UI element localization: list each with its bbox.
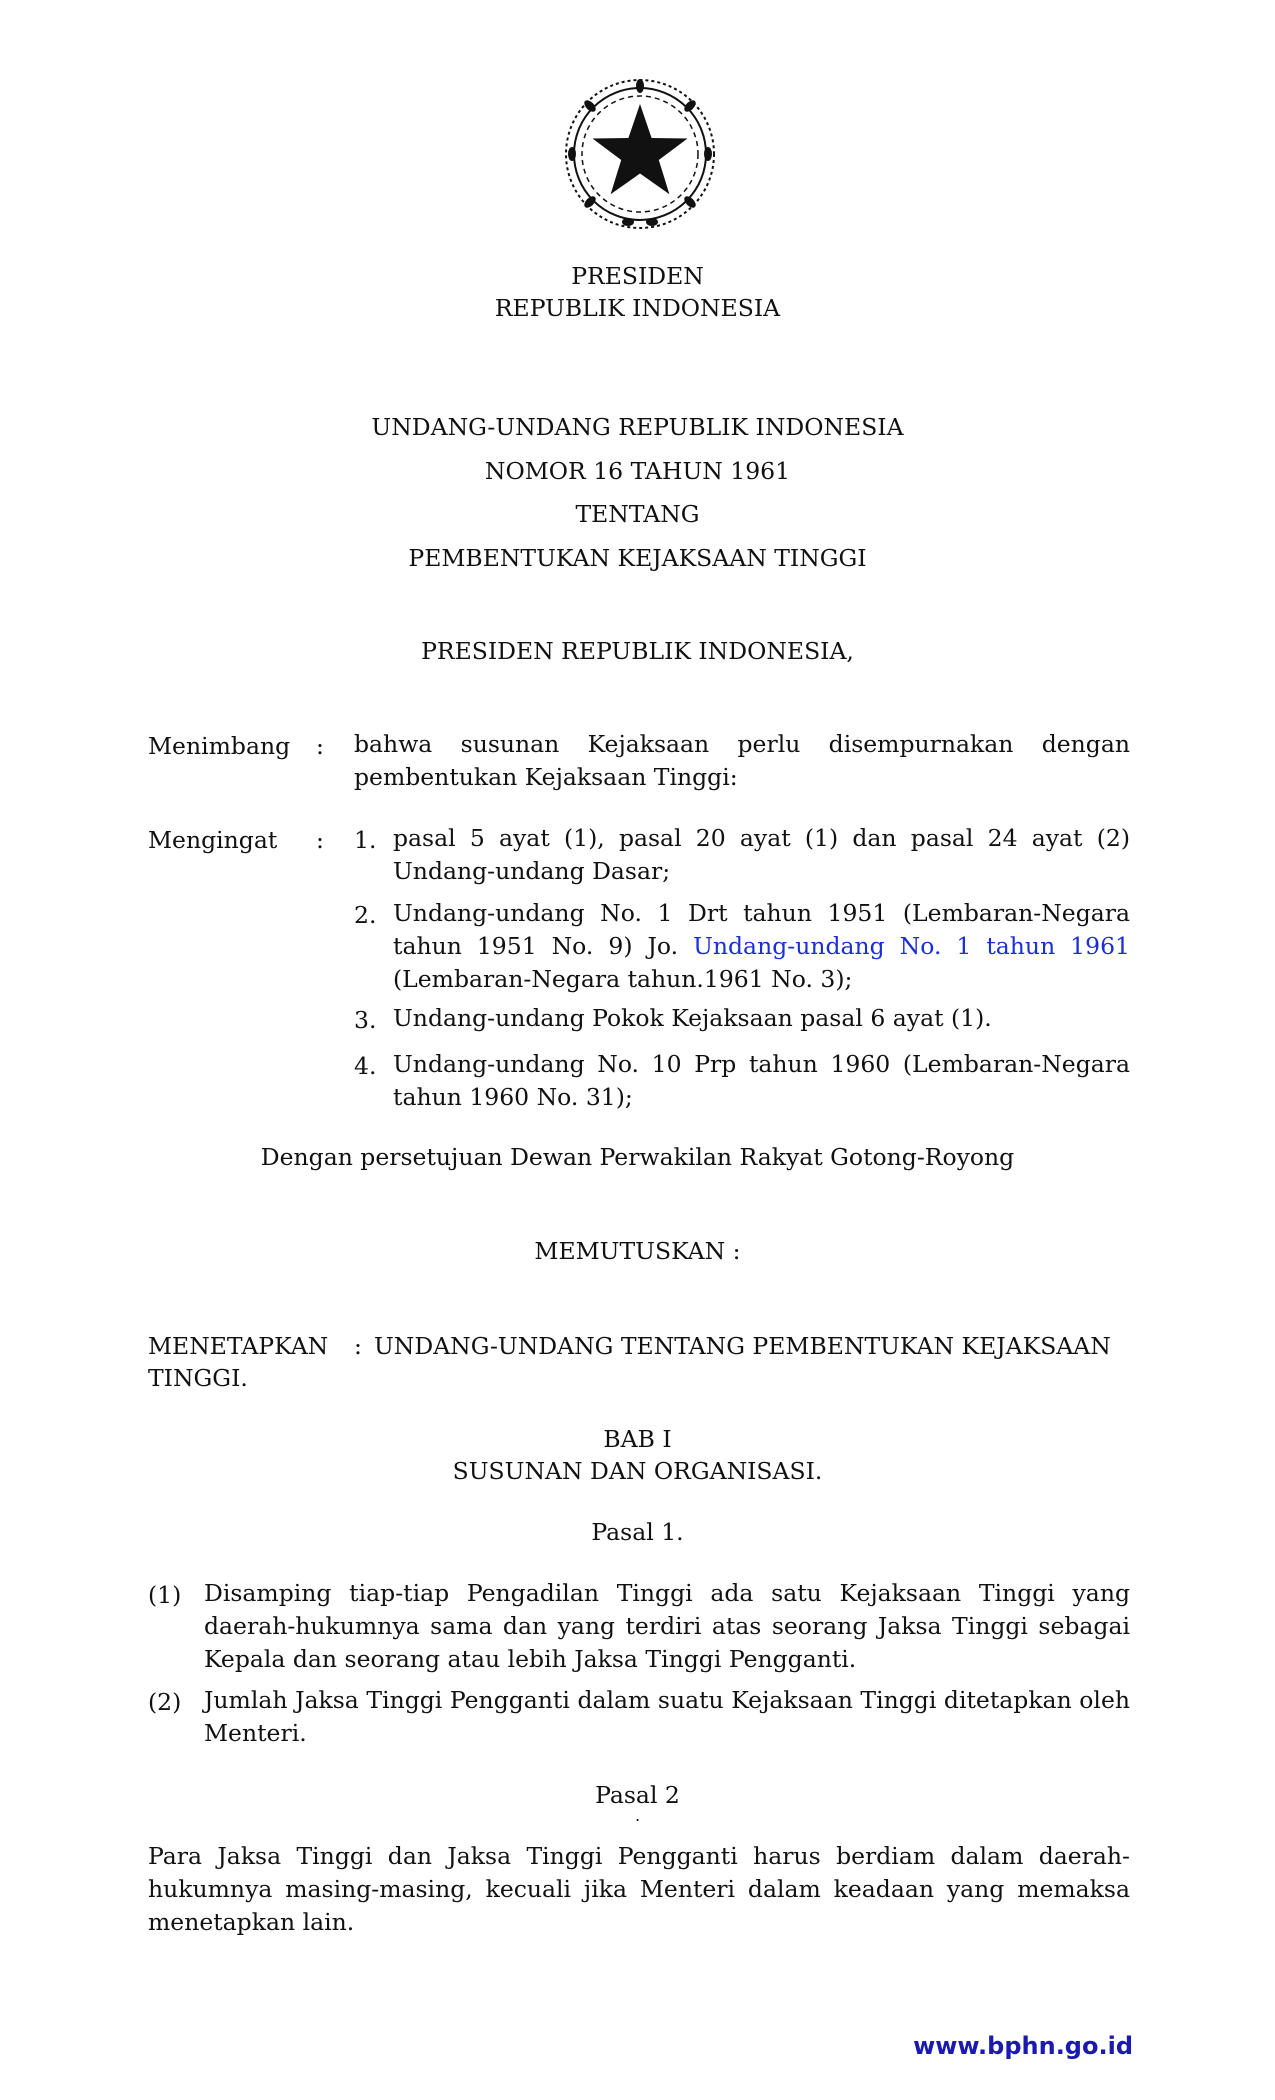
bab-title: BAB I <box>603 1425 672 1453</box>
mengingat-item-2-text <box>393 897 1130 996</box>
menetapkan-colon: : <box>354 1332 362 1360</box>
menetapkan-continuation: TINGGI. <box>148 1364 248 1392</box>
pasal-1-item-1-text: Disamping tiap-tiap Pengadilan Tinggi ada satu Kejaksaan Tinggi yang daerah-hukumnya sama dan yang terdiri atas seorang Jaksa Tinggi sebagai Kepala dan seorang atau lebih Jaksa Tinggi Pengganti. <box>204 1579 1130 1673</box>
mengingat-item-1-text: pasal 5 ayat (1), pasal 20 ayat (1) dan pasal 24 ayat (2) Undang-undang Dasar; <box>393 824 1130 885</box>
pasal-2-text: Para Jaksa Tinggi dan Jaksa Tinggi Pengganti harus berdiam dalam daerah-hukumnya masing-masing, kecuali jika Menteri dalam keadaan yang memaksa menetapkan lain. <box>148 1842 1130 1936</box>
title-line-4: PEMBENTUKAN KEJAKSAAN TINGGI <box>408 544 867 572</box>
menimbang-text: bahwa susunan Kejaksaan perlu disempurnakan dengan pembentukan Kejaksaan Tinggi: <box>354 730 1130 791</box>
header-presiden: PRESIDEN <box>571 262 704 290</box>
mengingat-item-2-number: 2. <box>354 901 377 929</box>
mengingat-item-3-number: 3. <box>354 1006 377 1034</box>
menimbang-colon: : <box>316 732 324 760</box>
garuda-star-emblem-icon <box>560 74 720 234</box>
memutuskan-heading: MEMUTUSKAN : <box>534 1237 741 1265</box>
mengingat-item-2-text-before: Undang-undang No. 1 Drt tahun 1951 (Lembaran-Negara tahun 1951 No. 9) Jo. <box>393 899 1130 960</box>
pasal-1-item-1-number: (1) <box>148 1581 182 1609</box>
mengingat-item-4-text: Undang-undang No. 10 Prp tahun 1960 (Lembaran-Negara tahun 1960 No. 31); <box>393 1050 1130 1111</box>
pasal-2-title: Pasal 2 <box>595 1781 680 1809</box>
title-line-3: TENTANG <box>575 500 700 528</box>
menetapkan-text: UNDANG-UNDANG TENTANG PEMBENTUKAN KEJAKSAAN <box>374 1332 1111 1360</box>
footer-website-link[interactable]: www.bphn.go.id <box>913 2032 1133 2060</box>
bab-subtitle: SUSUNAN DAN ORGANISASI. <box>452 1457 823 1485</box>
header-republik-indonesia: REPUBLIK INDONESIA <box>494 294 781 322</box>
mengingat-item-3-text: Undang-undang Pokok Kejaksaan pasal 6 ayat (1). <box>393 1004 992 1032</box>
mengingat-item-1-number: 1. <box>354 826 377 854</box>
preamble: PRESIDEN REPUBLIK INDONESIA, <box>421 637 854 665</box>
mengingat-item-2-text-after: (Lembaran-Negara tahun.1961 No. 3); <box>393 965 853 993</box>
mengingat-colon: : <box>316 826 324 854</box>
title-line-1: UNDANG-UNDANG REPUBLIK INDONESIA <box>371 413 904 441</box>
title-line-2: NOMOR 16 TAHUN 1961 <box>484 457 791 485</box>
mengingat-item-4-number: 4. <box>354 1052 377 1080</box>
mengingat-label: Mengingat <box>148 826 278 854</box>
pasal-1-title: Pasal 1. <box>591 1518 684 1546</box>
pasal-2-dot: . <box>634 1806 641 1825</box>
menimbang-label: Menimbang <box>148 732 291 760</box>
persetujuan-text: Dengan persetujuan Dewan Perwakilan Rakyat Gotong-Royong <box>260 1143 1015 1171</box>
menetapkan-label: MENETAPKAN <box>148 1332 329 1360</box>
pasal-1-item-2-text: Jumlah Jaksa Tinggi Pengganti dalam suatu Kejaksaan Tinggi ditetapkan oleh Menteri. <box>204 1686 1130 1747</box>
pasal-1-item-2-number: (2) <box>148 1688 182 1716</box>
undang-undang-link[interactable]: Undang-undang No. 1 tahun 1961 <box>693 932 1130 960</box>
